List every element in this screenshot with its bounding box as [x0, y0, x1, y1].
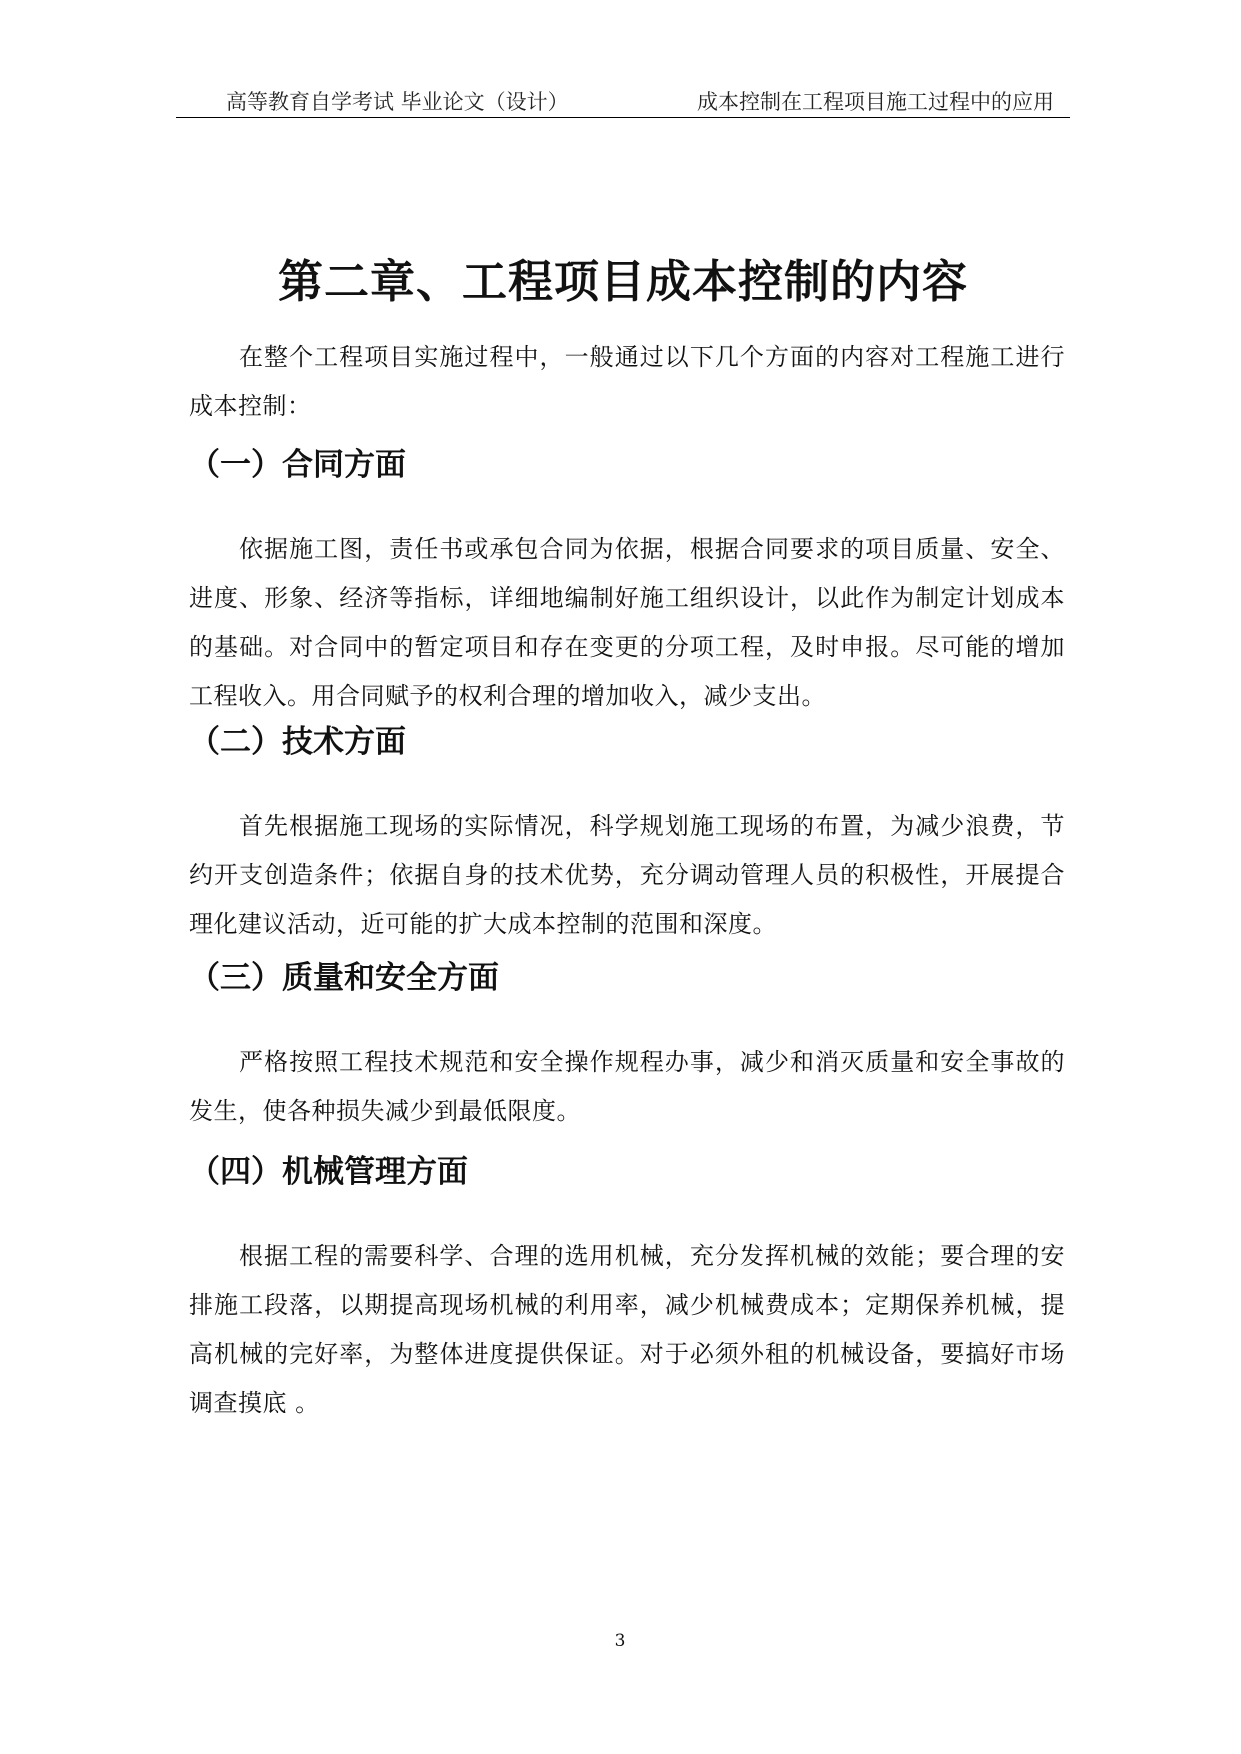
chapter-title: 第二章、工程项目成本控制的内容	[277, 255, 968, 308]
section-heading-machinery: （四）机械管理方面	[189, 1154, 468, 1190]
section-heading-contract: （一）合同方面	[189, 447, 406, 483]
running-header-left: 高等教育自学考试 毕业论文（设计）	[226, 90, 569, 114]
page-number: 3	[614, 1631, 626, 1651]
section-body-contract: 依据施工图，责任书或承包合同为依据，根据合同要求的项目质量、安全、进度、形象、经济等指标，详细地编制好施工组织设计，以此作为制定计划成本的基础。对合同中的暂定项目和存在变更的分项工程，及时申报。尽可能的增加工程收入。用合同赋予的权利合理的增加收入，减少支出。	[189, 535, 1065, 710]
section-body-technology: 首先根据施工现场的实际情况，科学规划施工现场的布置，为减少浪费，节约开支创造条件；依据自身的技术优势，充分调动管理人员的积极性，开展提合理化建议活动，近可能的扩大成本控制的范围和深度。	[189, 812, 1065, 938]
section-heading-quality-safety: （三）质量和安全方面	[189, 960, 499, 996]
intro-paragraph: 在整个工程项目实施过程中，一般通过以下几个方面的内容对工程施工进行成本控制：	[189, 343, 1065, 420]
running-header-right: 成本控制在工程项目施工过程中的应用	[697, 90, 1054, 114]
section-heading-technology: （二）技术方面	[189, 724, 406, 760]
section-body-quality-safety: 严格按照工程技术规范和安全操作规程办事，减少和消灭质量和安全事故的发生，使各种损失减少到最低限度。	[189, 1048, 1065, 1125]
section-body-machinery: 根据工程的需要科学、合理的选用机械，充分发挥机械的效能；要合理的安排施工段落，以期提高现场机械的利用率，减少机械费成本；定期保养机械，提高机械的完好率，为整体进度提供保证。对于必须外租的机械设备，要搞好市场调查摸底 。	[189, 1242, 1065, 1417]
header-divider	[176, 117, 1070, 118]
